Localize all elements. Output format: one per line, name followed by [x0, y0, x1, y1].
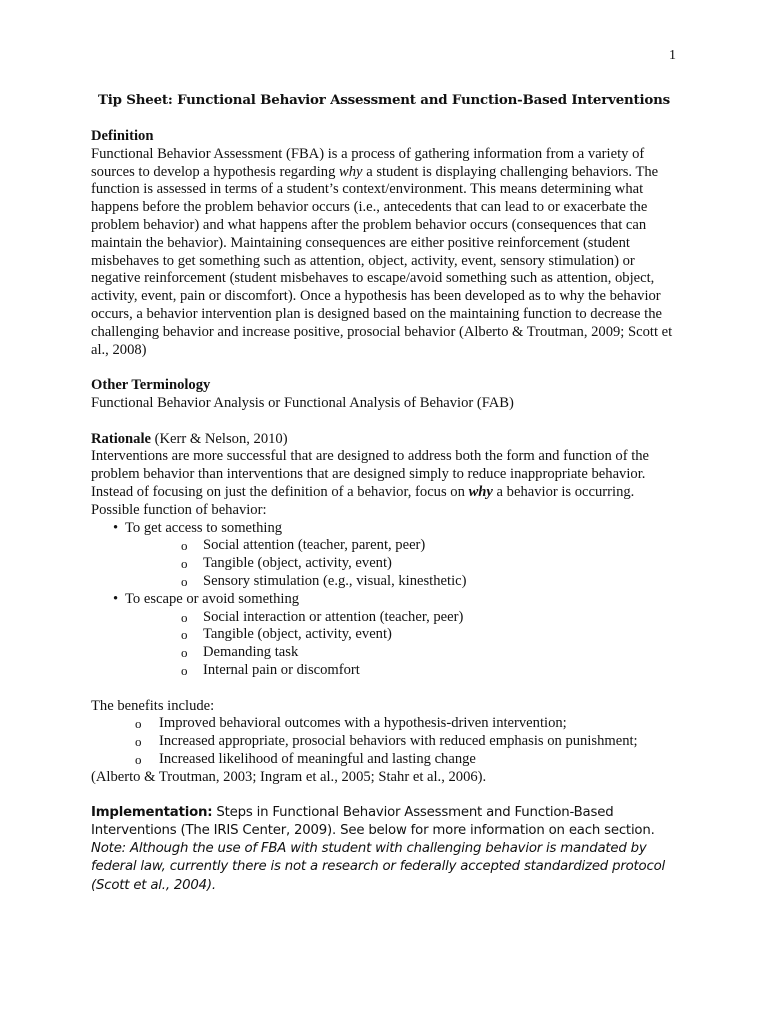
rationale-text-b: a behavior is occurring.	[492, 483, 635, 500]
benefits-list	[91, 715, 681, 768]
list-item: o Social interaction or attention (teacher, peer)	[181, 609, 681, 627]
benefits-intro: The benefits include:	[91, 697, 215, 714]
rationale-emphasis: why	[468, 483, 493, 500]
list-item: o Improved behavioral outcomes with a hypothesis-driven intervention;	[135, 715, 681, 733]
function-group-escape	[113, 591, 681, 680]
list-item: o Internal pain or discomfort	[181, 662, 681, 680]
function-sublist	[125, 537, 681, 590]
list-item: o Tangible (object, activity, event)	[181, 555, 681, 573]
terminology-heading: Other Terminology	[91, 377, 211, 394]
function-group-access	[113, 520, 681, 591]
page-number: 1	[669, 48, 676, 63]
rationale-citation: (Kerr & Nelson, 2010)	[151, 430, 288, 447]
rationale-heading-line	[91, 431, 681, 449]
implementation-note: Note: Although the use of FBA with student with challenging behavior is mandated by federal law, currently there is not a research or federally accepted standardized protocol (Scott et al., 2004).	[91, 840, 666, 893]
list-item: o Demanding task	[181, 644, 681, 662]
definition-paragraph	[91, 146, 681, 360]
function-group-label: To get access to something	[125, 519, 283, 536]
definition-text-a: Functional Behavior Assessment (FBA) is a process of gathering information from a variety of sources to develop a hypothesis regarding	[91, 145, 645, 180]
function-group-label: To escape or avoid something	[125, 590, 300, 607]
definition-emphasis: why	[339, 163, 363, 180]
list-item: o Sensory stimulation (e.g., visual, kinesthetic)	[181, 573, 681, 591]
list-item: o Social attention (teacher, parent, peer)	[181, 537, 681, 555]
definition-heading: Definition	[91, 128, 154, 144]
possible-function-label: Possible function of behavior:	[91, 501, 267, 518]
list-item: o Tangible (object, activity, event)	[181, 626, 681, 644]
benefits-citation: (Alberto & Troutman, 2003; Ingram et al., 2005; Stahr et al., 2006).	[91, 768, 487, 785]
rationale-paragraph	[91, 448, 681, 501]
document-body	[91, 128, 681, 895]
function-sublist	[125, 609, 681, 680]
rationale-text-a: Interventions are more successful that are designed to address both the form and function of the problem behavior than interventions that are designed simply to reduce inappropriate behavior. Instead of focusing on just the definition of a behavior, focus on	[91, 448, 650, 500]
terminology-text: Functional Behavior Analysis or Functional Analysis of Behavior (FAB)	[91, 394, 514, 411]
list-item: o Increased likelihood of meaningful and lasting change	[135, 751, 681, 769]
implementation-paragraph	[91, 804, 681, 840]
document-title: Tip Sheet: Functional Behavior Assessment and Function-Based Interventions	[97, 92, 671, 108]
implementation-heading: Implementation:	[91, 805, 213, 821]
list-item: o Increased appropriate, prosocial behaviors with reduced emphasis on punishment;	[135, 733, 681, 751]
function-list	[91, 520, 681, 680]
rationale-heading: Rationale	[91, 430, 151, 447]
implementation-text: Steps in Functional Behavior Assessment and Function-Based Interventions (The IRIS Center, 2009). See below for more information on each section.	[91, 805, 655, 839]
definition-text-b: a student is displaying challenging behaviors. The function is assessed in terms of a student’s context/environment. This means determining what happens before the problem behavior occurs (i.e., antecedents that can lead to or exacerbate the problem behavior) and what happens after the problem behavior occurs (consequences that can maintain the behavior). Maintaining consequences are either positive reinforcement (student misbehaves to get something such as attention, object, activity, event, sensory stimulation) or negative reinforcement (student misbehaves to escape/avoid something such as attention, object, activity, event, pain or discomfort). Once a hypothesis has been developed as to why the behavior occurs, a behavior intervention plan is designed based on the maintaining function to decrease the challenging behavior and increase positive, prosocial behavior (Alberto & Troutman, 2009; Scott et al., 2008)	[91, 163, 673, 358]
